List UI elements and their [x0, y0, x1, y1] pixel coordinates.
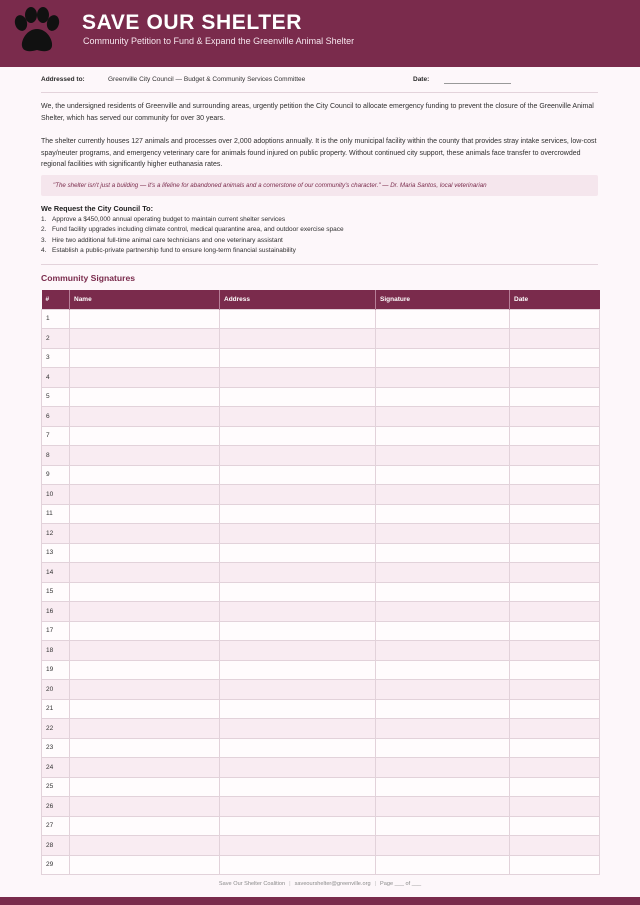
address-cell[interactable]: [220, 426, 376, 446]
table-row: [42, 777, 600, 797]
date-cell[interactable]: [510, 407, 600, 427]
address-cell[interactable]: [220, 738, 376, 758]
address-cell[interactable]: [220, 602, 376, 622]
date-cell[interactable]: [510, 680, 600, 700]
addressed-value: Greenville City Council — Budget & Community Services Committee: [108, 76, 306, 83]
row-number: 25: [42, 777, 70, 797]
address-cell[interactable]: [220, 797, 376, 817]
row-number: 27: [42, 816, 70, 836]
signature-cell[interactable]: [376, 816, 510, 836]
date-cell[interactable]: [510, 660, 600, 680]
date-field-line[interactable]: [444, 83, 511, 84]
date-cell[interactable]: [510, 621, 600, 641]
address-cell[interactable]: [220, 387, 376, 407]
petition-subtitle: Community Petition to Fund & Expand the Greenville Animal Shelter: [83, 36, 355, 46]
address-cell[interactable]: [220, 777, 376, 797]
date-cell[interactable]: [510, 758, 600, 778]
petition-title: SAVE OUR SHELTER: [82, 11, 303, 34]
signature-cell[interactable]: [376, 641, 510, 661]
table-row: [42, 855, 600, 875]
column-header-name: Name: [70, 290, 220, 309]
date-cell[interactable]: [510, 602, 600, 622]
signature-cell[interactable]: [376, 309, 510, 329]
name-cell[interactable]: [70, 602, 220, 622]
paw-print-icon: [11, 7, 63, 55]
name-cell[interactable]: [70, 797, 220, 817]
signature-cell[interactable]: [376, 387, 510, 407]
table-row: [42, 368, 600, 388]
address-cell[interactable]: [220, 660, 376, 680]
signature-cell[interactable]: [376, 797, 510, 817]
row-number: 17: [42, 621, 70, 641]
address-cell[interactable]: [220, 465, 376, 485]
signature-cell[interactable]: [376, 777, 510, 797]
row-number: 15: [42, 582, 70, 602]
signature-cell[interactable]: [376, 426, 510, 446]
name-cell[interactable]: [70, 680, 220, 700]
address-cell[interactable]: [220, 524, 376, 544]
row-number: 26: [42, 797, 70, 817]
signature-cell[interactable]: [376, 446, 510, 466]
address-cell[interactable]: [220, 699, 376, 719]
signature-cell[interactable]: [376, 758, 510, 778]
signature-cell[interactable]: [376, 465, 510, 485]
date-label: Date:: [413, 76, 430, 83]
date-cell[interactable]: [510, 777, 600, 797]
row-number: 3: [42, 348, 70, 368]
date-cell[interactable]: [510, 738, 600, 758]
date-cell[interactable]: [510, 816, 600, 836]
addressed-label: Addressed to:: [41, 76, 85, 83]
signature-cell[interactable]: [376, 738, 510, 758]
name-cell[interactable]: [70, 368, 220, 388]
table-row: [42, 348, 600, 368]
name-cell[interactable]: [70, 348, 220, 368]
date-cell[interactable]: [510, 524, 600, 544]
signature-cell[interactable]: [376, 680, 510, 700]
row-number: 29: [42, 855, 70, 875]
table-row: [42, 582, 600, 602]
table-row: [42, 797, 600, 817]
row-number: 11: [42, 504, 70, 524]
date-cell[interactable]: [510, 348, 600, 368]
date-cell[interactable]: [510, 641, 600, 661]
footer: Save Our Shelter Coalition | saveourshelter@greenville.org | Page ___ of ___: [218, 881, 422, 887]
table-row: [42, 426, 600, 446]
row-number: 12: [42, 524, 70, 544]
table-row: [42, 563, 600, 583]
signature-cell[interactable]: [376, 543, 510, 563]
table-header-row: [42, 290, 600, 309]
row-number: 6: [42, 407, 70, 427]
signature-cell[interactable]: [376, 368, 510, 388]
table-row: [42, 602, 600, 622]
name-cell[interactable]: [70, 621, 220, 641]
name-cell[interactable]: [70, 660, 220, 680]
row-number: 5: [42, 387, 70, 407]
name-cell[interactable]: [70, 719, 220, 739]
column-header-date: Date: [510, 290, 600, 309]
signature-cell[interactable]: [376, 563, 510, 583]
address-cell[interactable]: [220, 309, 376, 329]
row-number: 9: [42, 465, 70, 485]
name-cell[interactable]: [70, 543, 220, 563]
name-cell[interactable]: [70, 855, 220, 875]
row-number: 21: [42, 699, 70, 719]
table-row: [42, 660, 600, 680]
name-cell[interactable]: [70, 524, 220, 544]
name-cell[interactable]: [70, 465, 220, 485]
signature-cell[interactable]: [376, 348, 510, 368]
address-cell[interactable]: [220, 504, 376, 524]
name-cell[interactable]: [70, 426, 220, 446]
address-cell[interactable]: [220, 641, 376, 661]
table-row: [42, 504, 600, 524]
signature-table: [41, 290, 600, 875]
table-row: [42, 758, 600, 778]
address-cell[interactable]: [220, 485, 376, 505]
address-cell[interactable]: [220, 836, 376, 856]
name-cell[interactable]: [70, 699, 220, 719]
row-number: 14: [42, 563, 70, 583]
name-cell[interactable]: [70, 816, 220, 836]
address-cell[interactable]: [220, 816, 376, 836]
date-cell[interactable]: [510, 563, 600, 583]
name-cell[interactable]: [70, 582, 220, 602]
name-cell[interactable]: [70, 309, 220, 329]
date-cell[interactable]: [510, 387, 600, 407]
date-cell[interactable]: [510, 797, 600, 817]
row-number: 7: [42, 426, 70, 446]
signature-cell[interactable]: [376, 524, 510, 544]
table-row: [42, 816, 600, 836]
row-number: 13: [42, 543, 70, 563]
date-cell[interactable]: [510, 368, 600, 388]
list-item: 4. Establish a public-private partnership fund to ensure long-term financial sustainability: [41, 246, 296, 254]
header-banner: [0, 0, 640, 67]
table-row: [42, 446, 600, 466]
footer-email: saveourshelter@greenville.org: [294, 881, 371, 887]
address-cell[interactable]: [220, 446, 376, 466]
table-row: [42, 836, 600, 856]
address-cell[interactable]: [220, 543, 376, 563]
row-number: 23: [42, 738, 70, 758]
row-number: 18: [42, 641, 70, 661]
signature-rows: [42, 309, 600, 875]
table-row: [42, 524, 600, 544]
name-cell[interactable]: [70, 641, 220, 661]
name-cell[interactable]: [70, 329, 220, 349]
name-cell[interactable]: [70, 758, 220, 778]
intro-paragraph: We, the undersigned residents of Greenville and surrounding areas, urgently petition the City Council to allocate emergency funding to prevent the closure of the Greenville Animal Shelter, which has served our community for over 30 years.: [41, 103, 594, 122]
date-cell[interactable]: [510, 855, 600, 875]
signature-cell[interactable]: [376, 836, 510, 856]
address-cell[interactable]: [220, 582, 376, 602]
addressee-row: [41, 75, 598, 87]
name-cell[interactable]: [70, 563, 220, 583]
signature-cell[interactable]: [376, 407, 510, 427]
date-cell[interactable]: [510, 309, 600, 329]
signature-cell[interactable]: [376, 719, 510, 739]
divider: [41, 264, 598, 265]
table-row: [42, 641, 600, 661]
table-row: [42, 485, 600, 505]
signature-cell[interactable]: [376, 602, 510, 622]
address-cell[interactable]: [220, 680, 376, 700]
table-row: [42, 465, 600, 485]
row-number: 1: [42, 309, 70, 329]
requests-heading: We Request the City Council To:: [41, 204, 154, 213]
row-number: 19: [42, 660, 70, 680]
name-cell[interactable]: [70, 446, 220, 466]
date-cell[interactable]: [510, 485, 600, 505]
table-row: [42, 699, 600, 719]
name-cell[interactable]: [70, 504, 220, 524]
address-cell[interactable]: [220, 719, 376, 739]
date-cell[interactable]: [510, 504, 600, 524]
date-cell[interactable]: [510, 719, 600, 739]
date-cell[interactable]: [510, 446, 600, 466]
date-cell[interactable]: [510, 699, 600, 719]
name-cell[interactable]: [70, 777, 220, 797]
table-row: [42, 680, 600, 700]
table-row: [42, 309, 600, 329]
date-cell[interactable]: [510, 582, 600, 602]
date-cell[interactable]: [510, 426, 600, 446]
address-cell[interactable]: [220, 855, 376, 875]
row-number: 10: [42, 485, 70, 505]
row-number: 2: [42, 329, 70, 349]
footer-page: Page ___ of ___: [380, 881, 422, 887]
signature-cell[interactable]: [376, 329, 510, 349]
row-number: 24: [42, 758, 70, 778]
column-header-signature: Signature: [376, 290, 510, 309]
name-cell[interactable]: [70, 836, 220, 856]
row-number: 16: [42, 602, 70, 622]
column-header-address: Address: [220, 290, 376, 309]
name-cell[interactable]: [70, 407, 220, 427]
name-cell[interactable]: [70, 485, 220, 505]
date-cell[interactable]: [510, 465, 600, 485]
row-number: 28: [42, 836, 70, 856]
details-paragraph: The shelter currently houses 127 animals and processes over 2,000 adoptions annually. It is the only municipal facility within the county that provides stray intake services, low-cost spay/neuter programs, and emergency veterinary care for animals found injured on public property. Without continued city support, these animals face transfer to overcrowded regional facilities with significantly higher euthanasia rates.: [41, 138, 597, 168]
name-cell[interactable]: [70, 738, 220, 758]
table-row: [42, 329, 600, 349]
row-number: 20: [42, 680, 70, 700]
address-cell[interactable]: [220, 329, 376, 349]
address-cell[interactable]: [220, 407, 376, 427]
date-cell[interactable]: [510, 329, 600, 349]
date-cell[interactable]: [510, 836, 600, 856]
address-cell[interactable]: [220, 368, 376, 388]
date-cell[interactable]: [510, 543, 600, 563]
address-cell[interactable]: [220, 758, 376, 778]
list-item: 2. Fund facility upgrades including climate control, medical quarantine area, and outdoor exercise space: [41, 226, 344, 234]
list-item: 3. Hire two additional full-time animal care technicians and one veterinary assistant: [41, 236, 283, 244]
column-header-number: #: [42, 290, 70, 309]
testimonial-quote: "The shelter isn't just a building — it's a lifeline for abandoned animals and a cornerstone of our community's character." — Dr. Maria Santos, local veterinarian: [41, 175, 598, 196]
requests-list: [41, 215, 598, 256]
bottom-bar: [0, 897, 640, 905]
signature-cell[interactable]: [376, 660, 510, 680]
name-cell[interactable]: [70, 387, 220, 407]
address-cell[interactable]: [220, 348, 376, 368]
list-item: 1. Approve a $450,000 annual operating budget to maintain current shelter services: [41, 216, 286, 223]
row-number: 8: [42, 446, 70, 466]
signature-cell[interactable]: [376, 504, 510, 524]
address-cell[interactable]: [220, 621, 376, 641]
row-number: 4: [42, 368, 70, 388]
address-cell[interactable]: [220, 563, 376, 583]
table-row: [42, 387, 600, 407]
table-row: [42, 719, 600, 739]
signatures-heading: Community Signatures: [41, 273, 136, 283]
signature-cell[interactable]: [376, 582, 510, 602]
table-row: [42, 543, 600, 563]
signature-cell[interactable]: [376, 485, 510, 505]
signature-cell[interactable]: [376, 855, 510, 875]
signature-cell[interactable]: [376, 621, 510, 641]
table-row: [42, 738, 600, 758]
row-number: 22: [42, 719, 70, 739]
divider: [41, 92, 598, 93]
signature-cell[interactable]: [376, 699, 510, 719]
table-row: [42, 407, 600, 427]
table-row: [42, 621, 600, 641]
footer-org: Save Our Shelter Coalition: [218, 881, 286, 887]
